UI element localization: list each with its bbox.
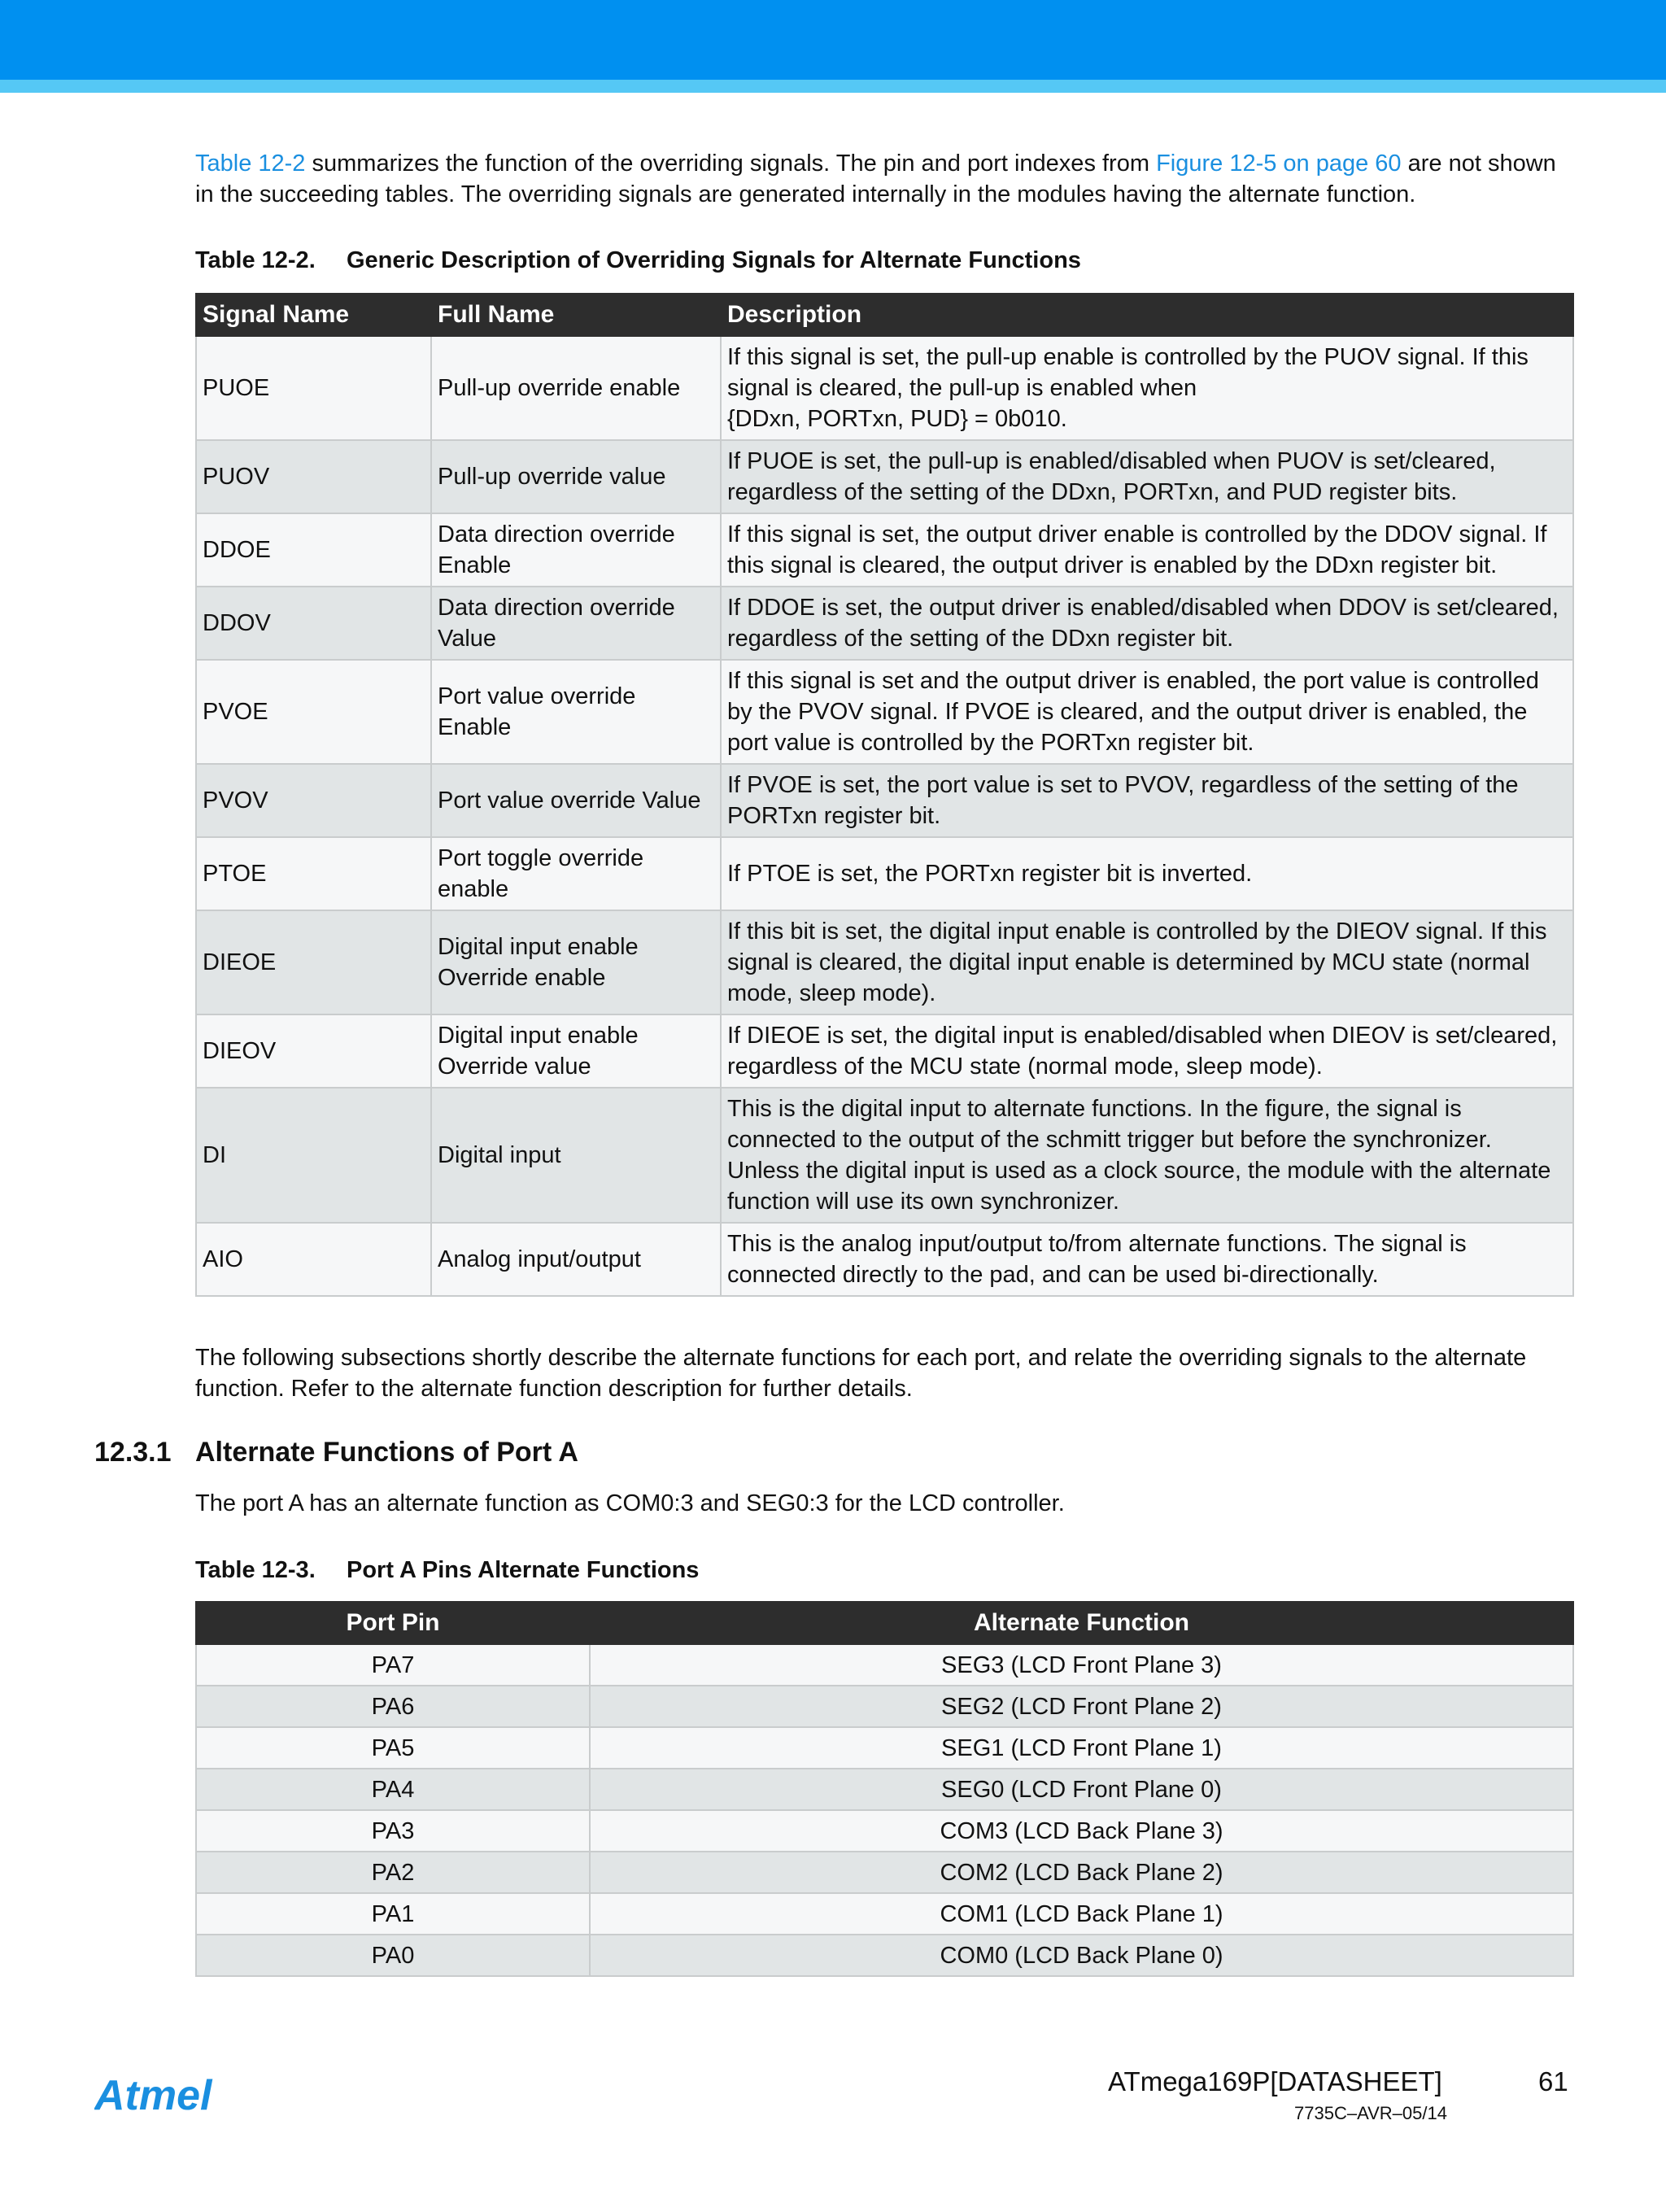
description-cell: If this signal is set, the output driver enable is controlled by the DDOV signal. If this signal is cleared, the output driver is enabled by the DDxn register bit. [721,513,1573,587]
full-name-cell: Digital input enable Override enable [431,910,721,1014]
full-name-cell: Digital input [431,1088,721,1223]
top-stripe [0,80,1666,93]
description-cell: This is the analog input/output to/from alternate functions. The signal is connected directly to the pad, and can be used bi-directionally. [721,1223,1573,1296]
table-12-3-caption [195,1557,699,1584]
full-name-cell: Port value override Value [431,764,721,837]
description-cell: If PTOE is set, the PORTxn register bit is inverted. [721,837,1573,910]
intro-paragraph [195,148,1572,210]
alternate-function-cell: COM1 (LCD Back Plane 1) [590,1893,1573,1935]
header-alternate-function: Alternate Function [590,1602,1573,1644]
table-12-2 [195,293,1574,1297]
table-row [196,1223,1573,1296]
alternate-function-cell: SEG1 (LCD Front Plane 1) [590,1727,1573,1769]
section-text: The port A has an alternate function as COM0:3 and SEG0:3 for the LCD controller. [195,1490,1065,1516]
signal-name-cell: PUOE [196,336,431,440]
table-row [196,1727,1573,1769]
atmel-logo-text: Atmel [94,2072,212,2119]
caption-title: Generic Description of Overriding Signals for Alternate Functions [347,247,1081,273]
table-row [196,1769,1573,1810]
port-pin-cell: PA4 [196,1769,590,1810]
top-banner [0,0,1666,80]
port-pin-cell: PA7 [196,1644,590,1686]
header-full-name: Full Name [431,294,721,336]
section-paragraph [195,1488,1572,1519]
table-row [196,837,1573,910]
following-text: The following subsections shortly describe the alternate functions for each port, and relate the overriding signals to the alternate function. Refer to the alternate function description for further details. [195,1345,1527,1402]
signal-name-cell: DDOV [196,587,431,660]
figure-12-5-link[interactable]: Figure 12-5 on page 60 [1156,151,1402,177]
table-12-3 [195,1601,1574,1977]
signal-name-cell: DIEOE [196,910,431,1014]
caption-title: Port A Pins Alternate Functions [347,1557,700,1583]
signal-name-cell: DI [196,1088,431,1223]
table-row [196,660,1573,764]
atmel-logo [94,2070,241,2119]
alternate-function-cell: COM0 (LCD Back Plane 0) [590,1935,1573,1976]
description-cell: If PUOE is set, the pull-up is enabled/disabled when PUOV is set/cleared, regardless of the setting of the DDxn, PORTxn, and PUD register bits. [721,440,1573,513]
full-name-cell: Port value override Enable [431,660,721,764]
table-12-2-caption [195,247,1081,274]
description-cell: If DIEOE is set, the digital input is enabled/disabled when DIEOV is set/cleared, regardless of the MCU state (normal mode, sleep mode). [721,1014,1573,1088]
full-name-cell: Pull-up override enable [431,336,721,440]
description-cell: If this signal is set and the output driver is enabled, the port value is controlled by the PVOV signal. If PVOE is cleared, and the output driver is enabled, the port value is controlled by the PORTxn register bit. [721,660,1573,764]
footer-document-title: ATmega169P[DATASHEET] [1108,2066,1442,2096]
section-number: 12.3.1 [94,1437,172,1468]
alternate-function-cell: SEG3 (LCD Front Plane 3) [590,1644,1573,1686]
table-row [196,1644,1573,1686]
table-row [196,1893,1573,1935]
intro-text-2: are not shown in the succeeding tables. The overriding signals are generated internally in the modules having the alternate function. [195,151,1556,207]
table-row [196,1088,1573,1223]
alternate-function-cell: SEG2 (LCD Front Plane 2) [590,1686,1573,1727]
description-cell: If DDOE is set, the output driver is enabled/disabled when DDOV is set/cleared, regardless of the setting of the DDxn register bit. [721,587,1573,660]
table-row [196,1686,1573,1727]
port-pin-cell: PA3 [196,1810,590,1852]
intro-text-1: summarizes the function of the overriding signals. The pin and port indexes from [305,151,1157,177]
signal-name-cell: DIEOV [196,1014,431,1088]
table-row [196,1852,1573,1893]
alternate-function-cell: COM3 (LCD Back Plane 3) [590,1810,1573,1852]
signal-name-cell: PVOE [196,660,431,764]
signal-name-cell: DDOE [196,513,431,587]
table-row [196,513,1573,587]
header-port-pin: Port Pin [196,1602,590,1644]
description-cell [721,336,1573,440]
port-pin-cell: PA1 [196,1893,590,1935]
section-heading [94,1437,578,1468]
footer-page-number: 61 [1538,2066,1568,2096]
caption-number: Table 12-3. [195,1557,316,1583]
alternate-function-cell: COM2 (LCD Back Plane 2) [590,1852,1573,1893]
table-row [196,910,1573,1014]
signal-name-cell: AIO [196,1223,431,1296]
port-pin-cell: PA5 [196,1727,590,1769]
table-header-row [196,1602,1573,1644]
full-name-cell: Pull-up override value [431,440,721,513]
port-pin-cell: PA2 [196,1852,590,1893]
full-name-cell: Analog input/output [431,1223,721,1296]
footer-document-id: 7735C–AVR–05/14 [1294,2103,1447,2123]
table-row [196,1810,1573,1852]
description-cell: If PVOE is set, the port value is set to PVOV, regardless of the setting of the PORTxn register bit. [721,764,1573,837]
following-paragraph [195,1342,1572,1404]
table-row [196,336,1573,440]
table-row [196,587,1573,660]
caption-number: Table 12-2. [195,247,316,273]
description-text: If this signal is set, the pull-up enable is controlled by the PUOV signal. If this signal is cleared, the pull-up is enabled when {DDxn, PORTxn, PUD} = 0b010. [727,344,1529,432]
table-row [196,440,1573,513]
table-row [196,1935,1573,1976]
table-header-row [196,294,1573,336]
header-description: Description [721,294,1573,336]
port-pin-cell: PA0 [196,1935,590,1976]
port-pin-cell: PA6 [196,1686,590,1727]
signal-name-cell: PTOE [196,837,431,910]
full-name-cell: Port toggle override enable [431,837,721,910]
section-title: Alternate Functions of Port A [195,1437,578,1468]
signal-name-cell: PUOV [196,440,431,513]
full-name-cell: Digital input enable Override value [431,1014,721,1088]
table-row [196,764,1573,837]
full-name-cell: Data direction override Enable [431,513,721,587]
header-signal-name: Signal Name [196,294,431,336]
description-cell: This is the digital input to alternate functions. In the figure, the signal is connected to the output of the schmitt trigger but before the synchronizer. Unless the digital input is used as a clock source, the module with the alternate function will use its own synchronizer. [721,1088,1573,1223]
description-cell: If this bit is set, the digital input enable is controlled by the DIEOV signal. If this signal is cleared, the digital input enable is determined by MCU state (normal mode, sleep mode). [721,910,1573,1014]
table-12-2-link[interactable]: Table 12-2 [195,151,306,177]
full-name-cell: Data direction override Value [431,587,721,660]
table-row [196,1014,1573,1088]
signal-name-cell: PVOV [196,764,431,837]
alternate-function-cell: SEG0 (LCD Front Plane 0) [590,1769,1573,1810]
